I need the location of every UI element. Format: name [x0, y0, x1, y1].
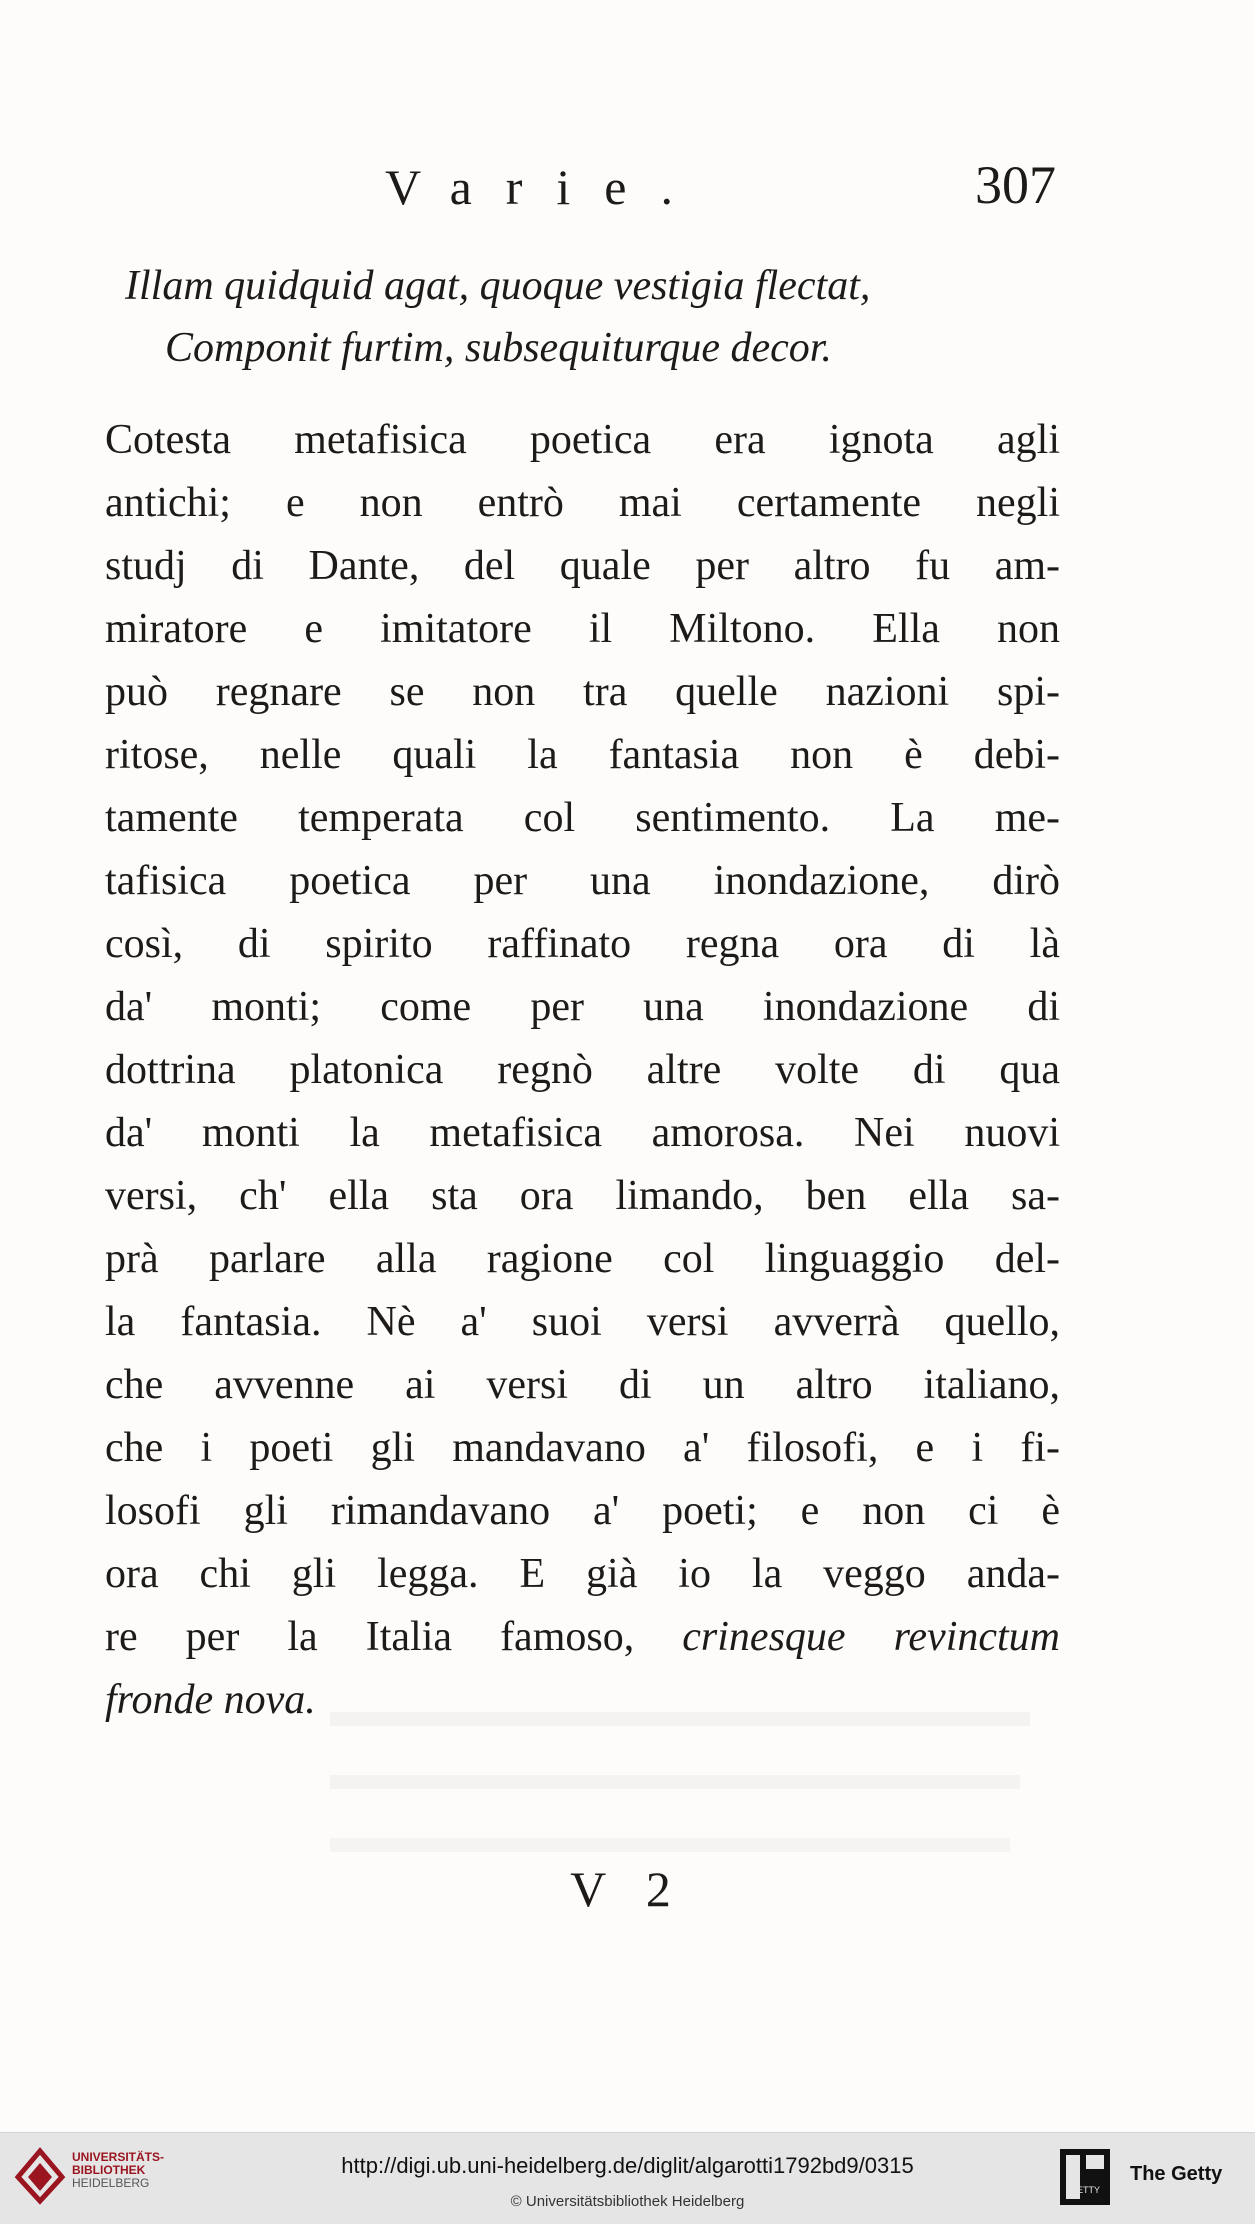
body-paragraph	[105, 409, 1060, 1732]
signature-mark: V 2	[570, 1861, 685, 1917]
text-line: tamente temperata col sentimento. La me-	[105, 795, 1060, 841]
text-line: la fantasia. Nè a' suoi versi avverrà quello,	[105, 1299, 1060, 1345]
text-line: versi, ch' ella sta ora limando, ben ella sa-	[105, 1173, 1060, 1219]
text-line: ritose, nelle quali la fantasia non è debi-	[105, 732, 1060, 778]
text-line: così, di spirito raffinato regna ora di là	[105, 921, 1060, 967]
library-city: HEIDELBERG	[72, 2176, 150, 2190]
permalink-url[interactable]: http://digi.ub.uni-heidelberg.de/diglit/algarotti1792bd9/0315	[341, 2153, 914, 2178]
library-name-line: UNIVERSITÄTS-	[72, 2150, 165, 2164]
getty-name: The Getty	[1130, 2163, 1223, 2185]
library-name-line: BIBLIOTHEK	[72, 2163, 146, 2177]
text-line: tafisica poetica per una inondazione, dirò	[105, 858, 1060, 904]
footer-bar	[0, 2132, 1255, 2224]
page-number: 307	[975, 155, 1056, 215]
text-line: antichi; e non entrò mai certamente negli	[105, 480, 1060, 526]
text-line: prà parlare alla ragione col linguaggio del-	[105, 1236, 1060, 1282]
getty-logo-icon	[1058, 2147, 1112, 2207]
text-line: miratore e imitatore il Miltono. Ella non	[105, 606, 1060, 652]
text-line: da' monti la metafisica amorosa. Nei nuovi	[105, 1110, 1060, 1156]
text-line: Cotesta metafisica poetica era ignota agli	[105, 417, 1060, 463]
text-line: dottrina platonica regnò altre volte di qua	[105, 1047, 1060, 1093]
text-line: da' monti; come per una inondazione di	[105, 984, 1060, 1030]
latin-quote: crinesque revinctum	[682, 1614, 1061, 1660]
text-roman: re per la Italia famoso,	[105, 1614, 635, 1660]
latin-epigraph	[105, 255, 1065, 379]
svg-text:GETTY: GETTY	[1069, 2185, 1101, 2195]
running-title: Varie.	[385, 159, 707, 215]
text-line: che avvenne ai versi di un altro italiano,	[105, 1362, 1060, 1408]
text-line-mixed	[105, 1606, 1060, 1669]
text-line: può regnare se non tra quelle nazioni spi-	[105, 669, 1060, 715]
epigraph-line: Componit furtim, subsequiturque decor.	[165, 325, 832, 371]
text-line: ora chi gli legga. E già io la veggo anda-	[105, 1551, 1060, 1597]
text-line: studj di Dante, del quale per altro fu am-	[105, 543, 1060, 589]
copyright-notice: © Universitätsbibliothek Heidelberg	[510, 2193, 745, 2210]
text-line-last: fronde nova.	[105, 1677, 316, 1723]
page-header	[0, 155, 1255, 218]
text-line: che i poeti gli mandavano a' filosofi, e i fi-	[105, 1425, 1060, 1471]
text-line: losofi gli rimandavano a' poeti; e non ci è	[105, 1488, 1060, 1534]
epigraph-line: Illam quidquid agat, quoque vestigia flectat,	[125, 263, 871, 309]
